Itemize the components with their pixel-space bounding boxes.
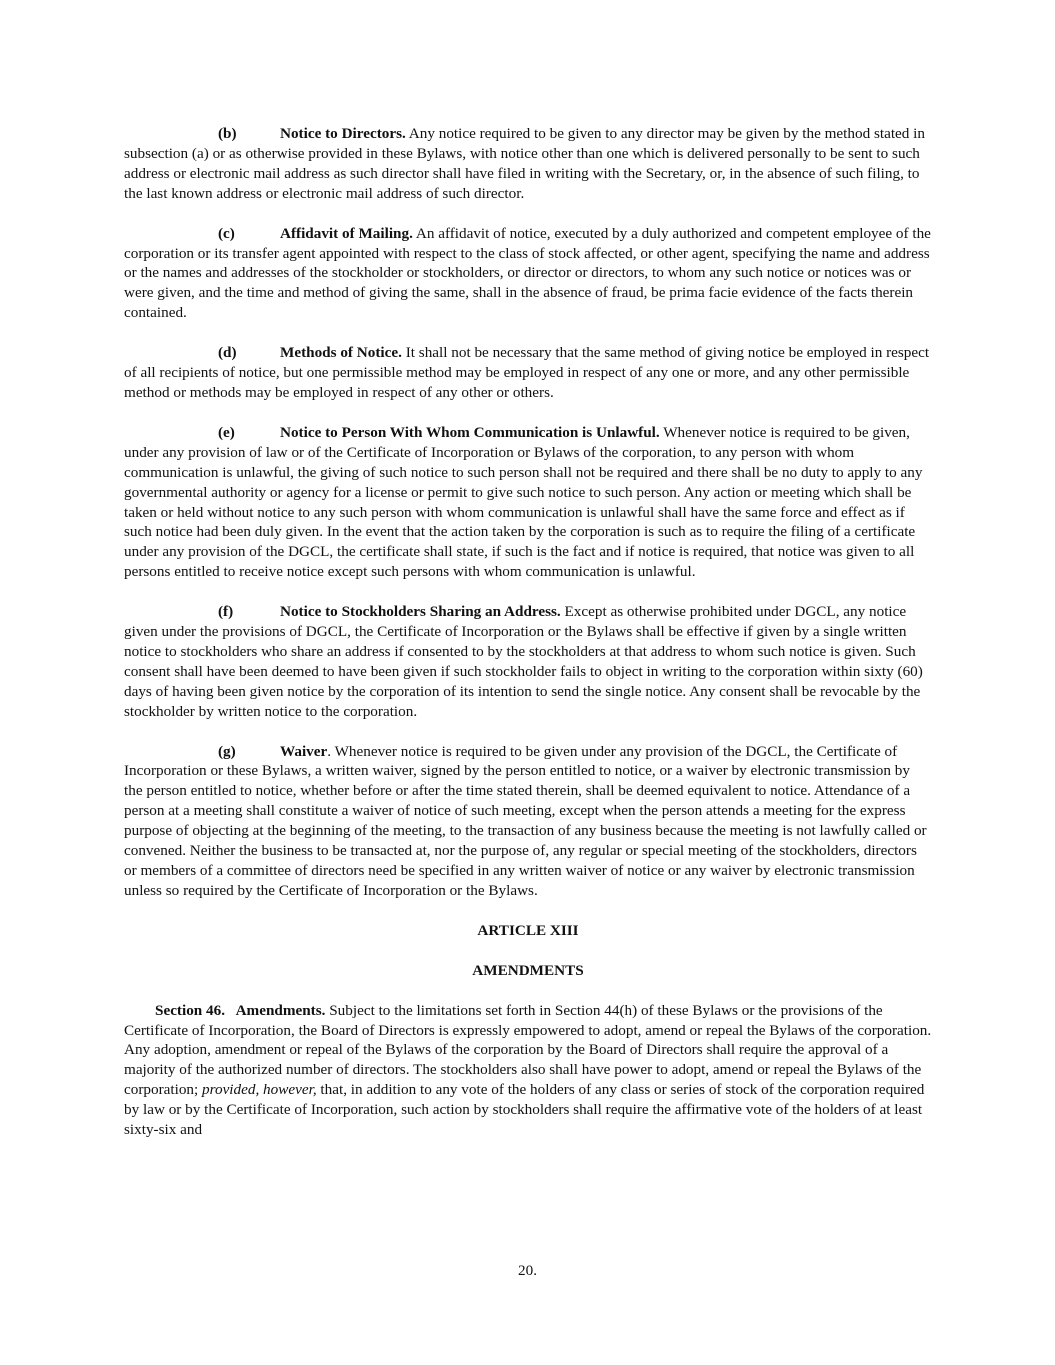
paragraph-label: (b) <box>218 125 237 142</box>
paragraph-text: An affidavit of notice, executed by a duly authorized and competent employee of the corporation or its transfer agent appointed with respect to the class of stock affected, or other agent, specifying the name and address or the names and addresses of the stockholder or stockholders, or director or directors, to whom any such notice or notices was or were given, and the time and method of giving the same, shall in the absence of fraud, be prima facie evidence of the facts therein contained. <box>124 224 931 322</box>
page-number: 20. <box>518 1262 537 1279</box>
section-text-after: that, in addition to any vote of the holders of any class or series of stock of the corporation required by law or by the Certificate of Incorporation, such action by stockholders shall require the affirmative vote of the holders of at least sixty-six and <box>124 1081 925 1139</box>
paragraph-title: Methods of Notice. <box>280 344 402 362</box>
section-text-italic: provided, however, <box>202 1081 317 1099</box>
paragraph-label: (c) <box>218 224 235 242</box>
paragraph-label: (g) <box>218 742 236 760</box>
paragraph-e-unlawful-communication <box>124 423 932 582</box>
paragraph-title: Notice to Stockholders Sharing an Address. <box>280 603 561 621</box>
paragraph-c-affidavit-of-mailing <box>124 224 932 324</box>
section-text-before: Subject to the limitations set forth in Section 44(h) of these Bylaws or the provisions of the Certificate of Incorporation, the Board of Directors is expressly empowered to adopt, amend or repeal the Bylaws of the corporation. Any adoption, amendment or repeal of the Bylaws of the corporation by the Board of Directors shall require the approval of a majority of the authorized number of directors. The stockholders also shall have power to adopt, amend or repeal the Bylaws of the corporation; <box>124 1001 932 1099</box>
paragraph-b-notice-to-directors <box>124 124 932 204</box>
paragraph-label: (e) <box>218 423 235 441</box>
paragraph-text: Whenever notice is required to be given, under any provision of law or of the Certificate of Incorporation or Bylaws of the corporation, to any person with whom communication is unlawful, the giving of such notice to such person shall not be required and there shall be no duty to apply to any governmental authority or agency for a license or permit to give such notice to such person. Any action or meeting which shall be taken or held without notice to any such person with whom communication is unlawful shall have the same force and effect as if such notice had been duly given. In the event that the action taken by the corporation is such as to require the filing of a certificate under any provision of the DGCL, the certificate shall state, if such is the fact and if notice is required, that notice was given to all persons entitled to receive notice except such persons with whom communication is unlawful. <box>124 423 923 581</box>
paragraph-title: Notice to Directors. <box>280 125 406 142</box>
paragraph-g-waiver <box>124 742 932 901</box>
paragraph-text: It shall not be necessary that the same method of giving notice be employed in respect of all recipients of notice, but one permissible method may be employed in respect of any one or more, and any other permissible method or methods may be employed in respect of any other or others. <box>124 344 930 401</box>
paragraph-title: Affidavit of Mailing. <box>280 224 413 242</box>
paragraph-label: (f) <box>218 603 234 621</box>
paragraph-text: Except as otherwise prohibited under DGCL, any notice given under the provisions of DGCL, the Certificate of Incorporation or the Bylaws shall be effective if given by a single written notice to stockholders who share an address if consented to by the stockholders at that address to whom such notice is given. Such consent shall have been deemed to have been given if such stockholder fails to object in writing to the corporation within sixty (60) days of having been given notice by the corporation of its intention to send the single notice. Any consent shall be revocable by the stockholder by written notice to the corporation. <box>124 603 923 720</box>
section-46-amendments <box>124 1001 932 1140</box>
paragraph-text: Any notice required to be given to any director may be given by the method stated in subsection (a) or as otherwise provided in these Bylaws, with notice other than one which is delivered personally to be sent to such address or electronic mail address as such director shall have filed in writing with the Secretary, or, in the absence of such filing, to the last known address or electronic mail address of such director. <box>124 125 925 202</box>
paragraph-text: . Whenever notice is required to be given under any provision of the DGCL, the Certificate of Incorporation or these Bylaws, a written waiver, signed by the person entitled to notice, or a waiver by electronic transmission by the person entitled to notice, whether before or after the time stated therein, shall be deemed equivalent to notice. Attendance of a person at a meeting shall constitute a waiver of notice of such meeting, except when the person attends a meeting for the express purpose of objecting at the beginning of the meeting, to the transaction of any business because the meeting is not lawfully called or convened. Neither the business to be transacted at, nor the purpose of, any regular or special meeting of the stockholders, directors or members of a committee of directors need be specified in any written waiver of notice or any waiver by electronic transmission unless so required by the Certificate of Incorporation or the Bylaws. <box>124 742 927 899</box>
section-label: Section 46. Amendments. <box>155 1001 326 1019</box>
article-title-heading: AMENDMENTS <box>472 961 584 979</box>
document-page <box>124 124 932 1140</box>
article-number-heading: ARTICLE XIII <box>477 921 579 939</box>
paragraph-title: Notice to Person With Whom Communication is Unlawful. <box>280 423 660 441</box>
paragraph-f-shared-address <box>124 602 932 721</box>
paragraph-title: Waiver <box>280 742 328 760</box>
paragraph-d-methods-of-notice <box>124 343 932 403</box>
paragraph-label: (d) <box>218 344 237 362</box>
